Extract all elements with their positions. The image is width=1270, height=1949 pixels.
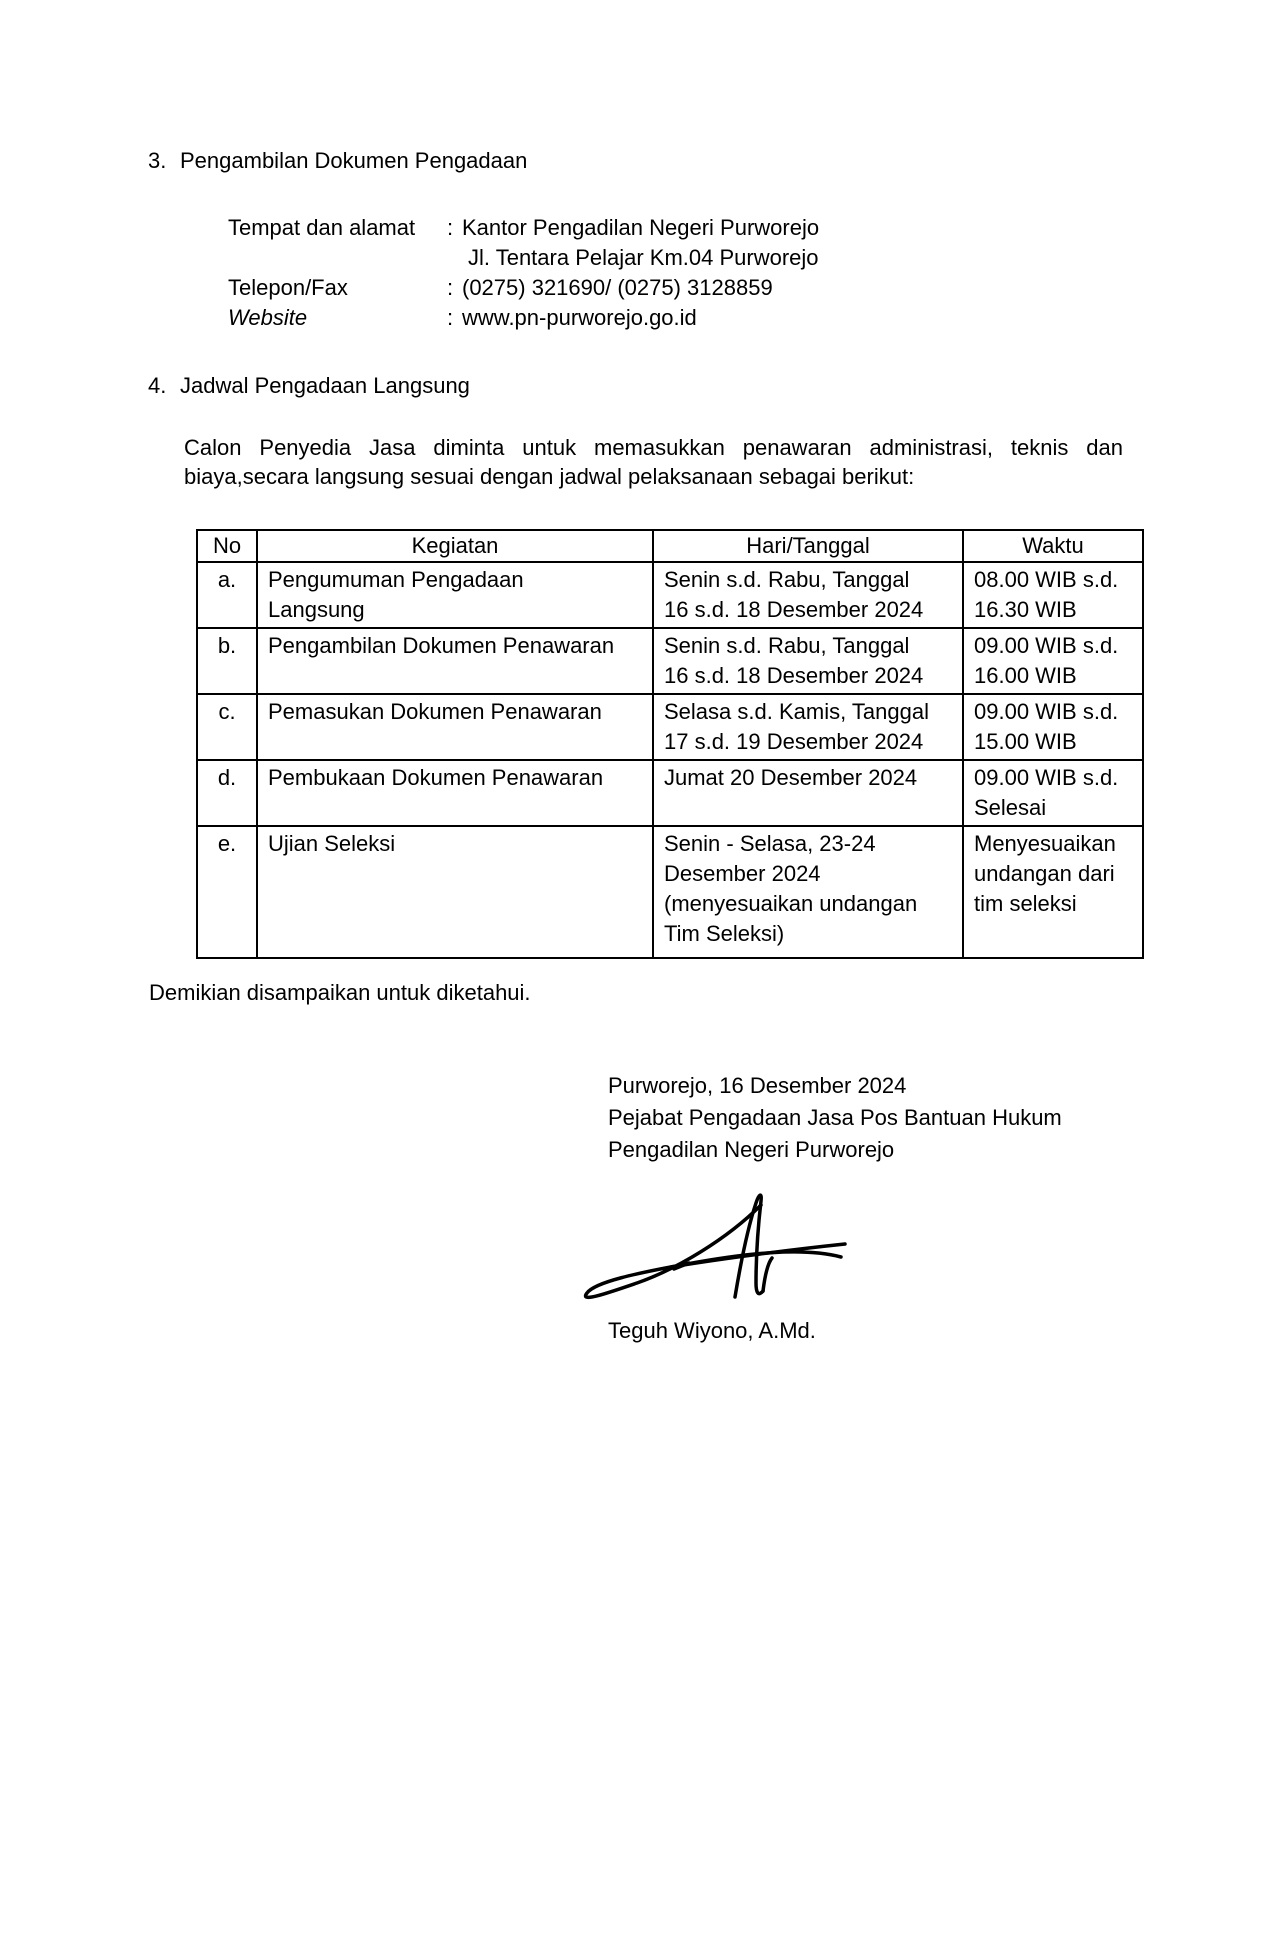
signer-role-line2: Pengadilan Negeri Purworejo — [608, 1137, 895, 1162]
section3-title: Pengambilan Dokumen Pengadaan — [180, 148, 528, 173]
signer-name: Teguh Wiyono, A.Md. — [608, 1318, 816, 1343]
contact-row-address-line2 — [228, 243, 819, 273]
closing-statement: Demikian disampaikan untuk diketahui. — [149, 980, 531, 1005]
cell-waktu: 09.00 WIB s.d. 16.00 WIB — [963, 628, 1143, 694]
cell-kegiatan: Pengambilan Dokumen Penawaran — [257, 628, 653, 694]
cell-hari-tanggal: Selasa s.d. Kamis, Tanggal 17 s.d. 19 Desember 2024 — [653, 694, 963, 760]
contact-value-website-url: www.pn-purworejo.go.id — [462, 305, 697, 330]
cell-kegiatan: Pemasukan Dokumen Penawaran — [257, 694, 653, 760]
section4-title: Jadwal Pengadaan Langsung — [180, 373, 470, 398]
column-header-no: No — [197, 530, 257, 562]
column-header-kegiatan: Kegiatan — [257, 530, 653, 562]
contact-value: (0275) 321690/ (0275) 3128859 — [462, 275, 773, 300]
section3-number: 3. — [148, 148, 167, 173]
intro-paragraph — [184, 433, 1123, 491]
schedule-table — [196, 529, 1144, 959]
section4-heading — [148, 371, 470, 401]
contact-row-phone — [228, 273, 819, 303]
cell-no: a. — [197, 562, 257, 628]
place-date-line: Purworejo, 16 Desember 2024 — [608, 1073, 907, 1098]
cell-kegiatan: Pengumuman Pengadaan Langsung — [257, 562, 653, 628]
contact-row-website — [228, 303, 819, 333]
paragraph-line: biaya,secara langsung sesuai dengan jadwal pelaksanaan sebagai berikut: — [184, 464, 915, 489]
cell-hari-tanggal: Senin - Selasa, 23-24 Desember 2024 (menyesuaikan undangan Tim Seleksi) — [653, 826, 963, 958]
contact-separator: : — [447, 275, 454, 300]
contact-label: Tempat dan alamat — [228, 215, 416, 240]
table-header-row — [197, 530, 1143, 562]
cell-no: c. — [197, 694, 257, 760]
contact-separator — [447, 243, 462, 273]
cell-kegiatan: Ujian Seleksi — [257, 826, 653, 958]
contact-separator: : — [447, 305, 454, 330]
paragraph-line: Calon Penyedia Jasa diminta untuk memasukkan penawaran administrasi, teknis dan — [184, 435, 1123, 460]
cell-waktu: Menyesuaikan undangan dari tim seleksi — [963, 826, 1143, 958]
contact-label — [228, 243, 447, 273]
cell-no: e. — [197, 826, 257, 958]
contact-row-address — [228, 213, 819, 243]
signature-block — [608, 1070, 1062, 1166]
table-row — [197, 694, 1143, 760]
cell-hari-tanggal: Senin s.d. Rabu, Tanggal 16 s.d. 18 Desember 2024 — [653, 628, 963, 694]
cell-no: d. — [197, 760, 257, 826]
cell-hari-tanggal: Senin s.d. Rabu, Tanggal 16 s.d. 18 Desember 2024 — [653, 562, 963, 628]
contact-label: Telepon/Fax — [228, 275, 348, 300]
cell-waktu: 09.00 WIB s.d. Selesai — [963, 760, 1143, 826]
contact-value: Kantor Pengadilan Negeri Purworejo — [462, 215, 820, 240]
table-row — [197, 628, 1143, 694]
table-row — [197, 826, 1143, 958]
contact-block — [228, 213, 819, 333]
column-header-hari-tanggal: Hari/Tanggal — [653, 530, 963, 562]
signer-role-line1: Pejabat Pengadaan Jasa Pos Bantuan Hukum — [608, 1105, 1062, 1130]
contact-value: Jl. Tentara Pelajar Km.04 Purworejo — [468, 245, 819, 270]
contact-label: Website — [228, 305, 308, 330]
section3-heading — [148, 146, 527, 176]
table-row — [197, 760, 1143, 826]
table-row — [197, 562, 1143, 628]
cell-waktu: 08.00 WIB s.d. 16.30 WIB — [963, 562, 1143, 628]
column-header-waktu: Waktu — [963, 530, 1143, 562]
cell-kegiatan: Pembukaan Dokumen Penawaran — [257, 760, 653, 826]
section4-number: 4. — [148, 373, 167, 398]
cell-hari-tanggal: Jumat 20 Desember 2024 — [653, 760, 963, 826]
cell-waktu: 09.00 WIB s.d. 15.00 WIB — [963, 694, 1143, 760]
signature-image — [575, 1183, 865, 1313]
contact-separator: : — [447, 215, 454, 240]
cell-no: b. — [197, 628, 257, 694]
